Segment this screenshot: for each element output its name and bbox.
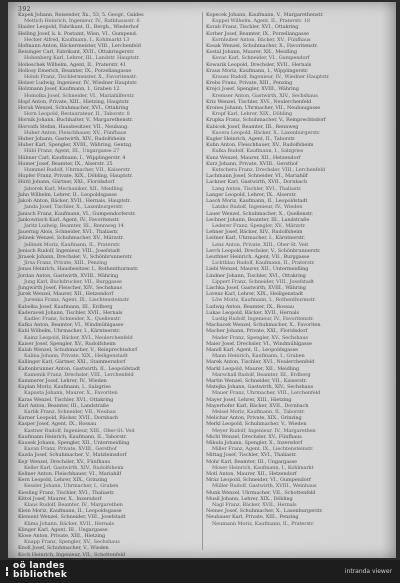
directory-entry: Neubauer Karl, Private, XIII., Penzing xyxy=(206,514,299,521)
directory-entry: Kornhuber Anton, Bäcker, XV., Fünfhaus xyxy=(212,36,311,43)
directory-entry: Kulka Rudolf, Kaufmann, I., Salzgries xyxy=(212,148,304,155)
directory-entry: Karlik Franz, Schneider, VII., Neubau xyxy=(24,409,116,415)
directory-entry: Hübner Carl, Kaufmann, I., Wipplingerstr. 4 xyxy=(18,154,126,161)
directory-entry: Löw Moriz, Kaufmann, I., Rothenthurmstr. xyxy=(212,297,316,304)
directory-entry: Machacek Wenzel, Schuhmacher, X., Favoriten xyxy=(206,322,321,329)
directory-entry: Kubicek Josef, Beamter, III., Rennweg xyxy=(206,123,299,130)
directory-entry: Jaritz Ludwig, Beamter, III., Rennweg 14 xyxy=(24,222,124,229)
directory-entry: Klose Anton, Private, XIII., Hietzing xyxy=(18,533,106,540)
directory-entry: Knapp Franz, Spengler, XV., Sechshaus xyxy=(24,539,120,546)
directory-entry: Kazda Josef, Schuhmacher, V., Matzleinsdorf xyxy=(18,452,127,459)
directory-entry: Huber Anton, Fleischhauer, XV., Fünfhaus xyxy=(24,129,127,136)
directory-entry: Krejci Josef, Spengler, XVIII., Währing xyxy=(206,86,299,93)
directory-entry: Mann Heinrich, Kaufmann, I., Graben xyxy=(212,353,305,360)
directory-entry: Latzko Rudolf, Ingenieur, IV., Wieden xyxy=(212,204,303,211)
directory-entry: Lindner Johann, Tischler, XVI., Ottakring xyxy=(206,272,306,279)
directory-entry: Hopf Anton, Private, XIII., Hietzing, Hauptstr. xyxy=(18,98,130,105)
directory-entry: Kuhn Anton, Fleischhauer, XV., Rudolfsheim xyxy=(206,142,314,149)
directory-entry: Jurenka Franz, Agent, IX., Liechtensteinstr. xyxy=(24,297,130,304)
directory-entry: Kiesling Franz, Tischler, XVI., Thaliastr. xyxy=(18,489,115,496)
directory-entry: Macher Johann, Private, XXI., Floridsdorf xyxy=(206,328,308,335)
directory-entry: Kausek Johann, Spengler, XII., Untermeidling xyxy=(18,440,130,447)
directory-entry: Krones Johann, Uhrmacher, VII., Neubaugasse xyxy=(206,105,321,112)
directory-entry: Jenisch Rudolf, Ingenieur, VIII., Josefstadt xyxy=(18,247,121,254)
directory-entry: Kropf Karl, Lehrer, XIX., Döbling xyxy=(212,111,292,118)
directory-entry: Leuthner Heinrich, Agent, VII., Burggasse xyxy=(206,253,310,260)
directory-entry: Holzmann Josef, Kaufmann, I., Graben 12 xyxy=(18,86,120,93)
directory-entry: Merkl Leopold, Schuhmacher, V., Wieden xyxy=(206,421,307,428)
directory-entry: Krebs Franz, Private, XIII., Penzing xyxy=(206,80,293,87)
directory-entry: Koch Heinrich, Ingenieur, VII., Schottenfeld xyxy=(18,551,126,558)
directory-entry: Kaplan Moriz, Kaufmann, I., Salzgries xyxy=(18,384,111,391)
directory-entry: Huber Karl, Spengler, XVIII., Währing, Gentzg. xyxy=(18,142,133,149)
directory-entry: Hüttl Johann, Gärtner, XXI., Floridsdorf xyxy=(18,179,115,186)
directory-entry: Kessler Johann, Uhrmacher, I., Graben xyxy=(24,483,119,490)
directory-entry: Kunz Wenzel, Maurer, XII., Hetzendorf xyxy=(206,154,301,161)
directory-entry: Reisinger Carl, Fabrikant, XVII., Ottakringerstr. xyxy=(18,49,135,56)
directory-entry: Kapek Johann, Reisender, Xx., 53, 5. Geogr., Galdes xyxy=(18,12,144,18)
directory-entry: Kainz Leopold, Bäcker, XVI., Neulerchenfeld xyxy=(24,334,133,341)
directory-entry: Korber Josef, Beamter, IX., Porzellangasse xyxy=(206,30,309,37)
directory-entry: Helling Josef, k. k. Postamt, Wien, VI., Gumpend. xyxy=(18,30,138,37)
directory-entry: Lederer Franz, Spengler, XV., Märzstr. xyxy=(212,222,306,229)
directory-entry: Lippert Franz, Schneider, VIII., Josefstadt xyxy=(212,278,314,285)
directory-entry: Michl Wenzel, Drechsler, XV., Fünfhaus xyxy=(206,433,302,440)
directory-entry: Müller Rudolf, Gastwirth, XVIII., Weinhaus xyxy=(212,483,317,490)
directory-entry: Kahl Wilhelm, Uhrmacher, I., Kärntnerstr. xyxy=(18,328,121,335)
directory-entry: Lischka Josef, Gastwirth, XVIII., Währing xyxy=(206,284,306,291)
directory-entry: Klinger Karl, Agent, III., Ungargasse xyxy=(18,526,108,533)
directory-entry: Leitner Karl, Uhrmacher, I., Kärntnerstr. xyxy=(206,235,306,242)
directory-entry: Jakob Anton, Bäcker, XVII., Hernals, Hauptstr. xyxy=(18,198,131,205)
directory-entry: Knoll Josef, Schuhmacher, V., Wieden xyxy=(18,545,109,552)
directory-entry: Lukas Leopold, Bäcker, XVII., Hernals xyxy=(206,309,299,316)
directory-entry: Holleschek Wilhelm, Agent, II., Praterstr. 41 xyxy=(18,61,127,68)
logo-mark-icon xyxy=(6,567,8,576)
directory-entry: Kovac Karl, Schneider, VI., Gumpendorf xyxy=(212,55,310,62)
directory-entry: Kutschera Franz, Drechsler, VIII., Lerchenfeld xyxy=(212,167,325,174)
page-number: 392 xyxy=(18,6,31,13)
directory-entry: Martin Wenzel, Schneider, VII., Kaiserstr. xyxy=(206,377,307,384)
directory-entry: Lorenz Karl, Lehrer, XIX., Heiligenstadt xyxy=(206,291,304,298)
directory-entry: Kraus Moriz, Kaufmann, I., Wipplingerstr. xyxy=(206,67,309,74)
directory-entry: Jelinek Wenzel, Schuhmacher, XV., Märzstr. xyxy=(18,235,124,242)
directory-entry: Mettich Heinrich, Ingenieur, IV., Rathhausstr. 6 xyxy=(24,18,140,25)
directory-entry: Liebl Wenzel, Maurer, XII., Untermeidling xyxy=(206,266,309,273)
directory-entry: Lichtblau Rudolf, Kaufmann, II., Praterstr. xyxy=(212,260,315,267)
directory-entry: Moser Heinrich, Kaufmann, I., Kohlmarkt xyxy=(212,464,314,471)
directory-entry: Kosak Wenzel, Schuhmacher, X., Favoritenstr. xyxy=(206,43,318,50)
logo-line-1: oö landes xyxy=(13,561,65,571)
directory-entry: Mader Franz, Spengler, XV., Sechshaus xyxy=(212,334,309,341)
directory-entry: Koppel Wilhelm, Agent, II., Praterstr. 18 xyxy=(212,18,310,25)
directory-entry: Kasper Josef, Agent, IX., Rossau xyxy=(18,421,97,428)
directory-entry: Karner Leopold, Bäcker, XVII., Dornbach xyxy=(18,415,119,422)
directory-entry: Horn Leopold, Restaurateur, II., Taborstr. 8 xyxy=(24,111,130,118)
directory-entry: Kern Leopold, Lehrer, XIX., Grinzing xyxy=(18,477,108,484)
right-column xyxy=(206,12,388,552)
directory-entry: Kittel Josef, Maurer, X., Inzersdorf xyxy=(18,495,102,502)
directory-entry: Kaufmann Heinrich, Kaufmann, II., Taborstr. xyxy=(18,433,127,440)
directory-entry: Neumann Moriz, Kaufmann, II., Praterstr. xyxy=(212,520,315,527)
directory-entry: Jellinek Moriz, Kaufmann, II., Praterstr. xyxy=(24,241,121,248)
directory-entry: Karl Anton, Beamter, III., Landstraße xyxy=(18,402,109,409)
directory-entry: Kavan Franz, Private, XVIII., Gersthof xyxy=(24,446,117,453)
left-column xyxy=(18,12,200,558)
directory-entry: Janisch Franz, Kaufmann, VI., Gumpendorferstr. xyxy=(18,210,136,217)
directory-entry: Munk Wenzel, Uhrmacher, VII., Schottenfeld xyxy=(206,489,316,496)
directory-entry: Nemec Josef, Schuhmacher, X., Laxenburgerstr. xyxy=(206,508,323,515)
directory-entry: Kaderavek Johann, Tischler, XVII., Hernals xyxy=(18,309,123,316)
directory-entry: Mráz Leopold, Schneider, VI., Gumpendorf xyxy=(206,477,311,484)
directory-entry: Homolka Josef, Schneider, VI., Mariahilferstr. xyxy=(24,92,135,99)
directory-entry: Lauer Wenzel, Schuhmacher, X., Quellenstr. xyxy=(206,210,314,217)
directory-entry: Kalab Wenzel, Schuhmacher, V., Reinprechtsdorf xyxy=(18,346,138,353)
directory-entry: Kaiser Josef, Spengler, XV., Rudolfsheim xyxy=(18,340,116,347)
logo-line-2: bibliothek xyxy=(13,570,68,580)
directory-entry: Musil Johann, Lehrer, XIX., Döbling xyxy=(206,495,293,502)
directory-entry: Matejka Johann, Gastwirth, XIV., Sechshaus xyxy=(206,384,314,391)
directory-entry: Kaltenbrunner Anton, Gastwirth, II., Leopoldstadt xyxy=(18,365,141,372)
directory-entry: Horak Wenzel, Schuhmacher, XVI., Ottakring xyxy=(18,105,129,112)
directory-entry: Lehner Josef, Bäcker, XIV., Rudolfsheim xyxy=(206,229,303,236)
directory-entry: Karas Wenzel, Tischler, XVI., Ottakring xyxy=(18,396,114,403)
directory-entry: Kostal Johann, Maurer, XII., Meidling xyxy=(206,49,297,56)
directory-entry: Kriz Wenzel, Tischler, XVI., Neulerchenfeld xyxy=(206,98,312,105)
directory-entry: Meyer Rudolf, Ingenieur, IV., Margarethen xyxy=(212,427,316,434)
directory-entry: Kapusta Johann, Maurer, X., Favoriten xyxy=(24,390,118,397)
directory-entry: Ludwig Anton, Beamter, IX., Rossau xyxy=(206,303,295,310)
directory-entry: Korab Franz, Tischler, XVI., Ottakring xyxy=(206,24,299,31)
directory-entry: Haider Leopold, Fabrikant, II., Bergh., Wiederhof xyxy=(18,24,139,31)
directory-entry: Kremser Anton, Gastwirth, XIV., Sechshaus xyxy=(212,92,318,99)
directory-entry: Klement Wenzel, Schneider, VIII., Josefstadt xyxy=(18,514,126,521)
directory-entry: Klaus Rudolf, Beamter, IV., Margarethen xyxy=(24,502,123,509)
directory-entry: Lackner Karl, Gastwirth, XVII., Dornbach xyxy=(206,179,308,186)
directory-entry: Melichar Anton, Private, XIX., Grinzing xyxy=(206,415,302,422)
directory-entry: Kucera Leopold, Bäcker, X., Laxenburgerstr. xyxy=(212,129,321,136)
directory-entry: Huber Johann, Gastwirth, XIV., Rudolfsheim xyxy=(18,136,126,143)
library-logo[interactable] xyxy=(6,562,67,580)
directory-entry: Mikula Johann, Spengler, X., Inzersdorf xyxy=(206,440,303,447)
directory-entry: Kammerer Josef, Lehrer, IV., Wieden xyxy=(18,377,107,384)
directory-entry: Jauernig Alois, Schneider, XVI., Thaliastr. xyxy=(18,229,119,236)
directory-entry: Mayerhofer Karl, Bäcker, XVII., Dornbach xyxy=(206,402,309,409)
directory-entry: Kafka Anton, Beamter, VI., Windmühlgasse xyxy=(18,322,124,329)
directory-entry: Lang Anton, Tischler, XVI., Thaliastr. xyxy=(212,185,302,192)
directory-entry: Lasch Moriz, Kaufmann, II., Leopoldstadt xyxy=(206,198,308,205)
directory-entry: Kastner Rudolf, Ingenieur, XIII., Ober-St. Veit xyxy=(24,427,135,434)
directory-entry: Mandl Karl, Agent, II., Leopoldsgasse xyxy=(206,346,298,353)
directory-entry: Mayer Josef, Lehrer, XIII., Hietzing xyxy=(206,396,292,403)
directory-entry: Humer Josef, Beamter, IX., Alserstr. 25 xyxy=(18,160,113,167)
directory-entry: Hübl Franz, Agent, III., Ungargasse 27 xyxy=(24,148,120,155)
logo-text xyxy=(13,562,67,580)
directory-entry: Lustig Rudolf, Ingenieur, IV., Favoritenstr. xyxy=(212,315,314,322)
directory-entry: Hohenberg Karl, Lehrer, III., Landstr. Hauptstr. xyxy=(24,55,140,62)
directory-entry: Mohr Karl, Beamter, III., Ungargasse xyxy=(206,458,297,465)
directory-entry: Mauer Franz, Uhrmacher, VIII., Lerchenfeld xyxy=(212,390,321,397)
directory-entry: Hummel Rudolf, Uhrmacher, VII., Kaiserstr. xyxy=(24,167,131,174)
directory-entry: Miller Franz, Agent, IX., Liechtensteinstr. xyxy=(212,446,314,453)
directory-entry: Langer Leopold, Lehrer, IX., Alserstr. xyxy=(206,191,297,198)
directory-entry: Jung Karl, Buchdrucker, VII., Burggasse xyxy=(24,278,122,285)
directory-entry: Lenz Anton, Private, XIII., Ober-St. Veit xyxy=(212,241,309,248)
directory-entry: Jirasek Johann, Drechsler, V., Schönbrunnerstr. xyxy=(18,253,133,260)
directory-entry: Jahn Wilhelm, Lehrer, II., Leopoldsgasse xyxy=(18,191,117,198)
directory-entry: Kejr Wenzel, Drechsler, XV., Fünfhaus xyxy=(18,458,111,465)
directory-entry: Maier Josef, Drechsler, VI., Windmühlgasse xyxy=(206,340,312,347)
viewer-label[interactable]: intranda viewer xyxy=(344,568,392,575)
directory-entry: Kellner Anton, Fleischhauer, VI., Mariahilf xyxy=(18,471,122,478)
directory-entry: Jonas Heinrich, Hausbesitzer, I., Rothenthurmstr. xyxy=(18,266,139,273)
directory-entry: Motl Anton, Maurer, XII., Hetzendorf xyxy=(206,471,297,478)
directory-entry: Holzer Ludwig, Ingenieur, IV., Wiedner Hauptstr. xyxy=(18,80,138,87)
directory-entry: Lechner Johann, Beamter, III., Landstraße xyxy=(206,216,310,223)
directory-entry: Mittag Josef, Tischler, XVI., Thaliastr. xyxy=(206,452,297,459)
directory-entry: Jirsa Franz, Private, XIII., Penzing xyxy=(24,260,107,267)
directory-entry: Kadlec Franz, Schneider, X., Quellenstr. xyxy=(24,315,122,322)
directory-entry: Hecker Alfred, Kaufmann, I., Kohlmarkt 13 xyxy=(24,36,130,43)
directory-entry: Keller Karl, Gastwirth, XIV., Rudolfsheim xyxy=(24,464,124,471)
directory-entry: Hupfer Franz, Private, XIX., Döbling, Hauptstr. xyxy=(18,173,133,180)
directory-entry: Klima Johann, Bäcker, XVII., Hernals xyxy=(24,520,114,527)
directory-entry: Krausz Rudolf, Ingenieur, IV., Wiedner Hauptstr. xyxy=(212,74,330,81)
directory-entry: Nagl Franz, Bäcker, XVII., Hernals xyxy=(212,502,297,509)
directory-entry: Kugler Heinrich, Agent, II., Taborstr. xyxy=(206,136,296,143)
directory-entry: Kurz Johann, Private, XVIII., Gersthof xyxy=(206,160,298,167)
directory-entry: Lachmann Josef, Schneider, VI., Mariahilf xyxy=(206,173,308,180)
directory-entry: Jungwirth Josef, Fleischer, XIV., Sechshaus xyxy=(18,284,123,291)
directory-entry: Jurek Wenzel, Maurer, XII., Hetzendorf xyxy=(18,291,114,298)
directory-entry: Klein Moriz, Kaufmann, II., Leopoldsgasse xyxy=(18,508,122,515)
document-page xyxy=(8,2,396,558)
directory-entry: Jordan Anton, Gastwirth, XVIII., Währing xyxy=(18,272,119,279)
directory-entry: Markl Leopold, Maurer, XII., Meidling xyxy=(206,365,299,372)
directory-entry: Marschall Rudolf, Beamter, III., Erdberg xyxy=(212,371,311,378)
directory-entry: Meisel Moriz, Kaufmann, II., Taborstr. xyxy=(212,409,305,415)
directory-entry: Kamenik Franz, Drechsler, VIII., Lerchenfeld xyxy=(24,371,134,378)
directory-entry: Marek Anton, Tischler, XVI., Neulerchenfeld xyxy=(206,359,315,366)
directory-entry: Janda Josef, Tischler, X., Laxenburgerstr. xyxy=(24,204,124,211)
directory-entry: Jankowitsch Karl, Agent, IV., Favoritenstr. xyxy=(18,216,120,223)
directory-entry: Holub Franz, Tischlermeister, X., Favoritenstr. xyxy=(24,74,137,81)
directory-entry: Kowarik Leopold, Drechsler, XVII., Hernals xyxy=(206,61,312,68)
directory-entry: Hollosy Emerich, Beamter, IX., Porzellangasse xyxy=(18,67,132,74)
directory-entry: Hofmann Anton, Bäckermeister, VIII., Lerchenfeld xyxy=(18,43,141,50)
directory-entry: Krupka Franz, Schuhmacher, V., Reinprechtsdorf xyxy=(206,117,326,124)
directory-entry: Jaborek Karl, Mechaniker, XII., Meidling xyxy=(24,185,123,192)
directory-entry: Kabelka Josef, Kaufmann, III., Erdberg xyxy=(18,303,113,310)
column-divider xyxy=(202,12,203,550)
directory-entry: Hornik Johann, Buchhalter, V., Margarethenstr. xyxy=(18,117,134,124)
directory-entry: Kalina Johann, Private, XIX., Heiligenstadt xyxy=(24,353,128,360)
directory-entry: Horvath Stefan, Hausbesitzer, VII., Neubaug. xyxy=(18,123,129,130)
directory-entry: Lerch Leopold, Drechsler, V., Schönbrunnerstr. xyxy=(206,247,321,254)
directory-entry: Kopecek Johann, Kaufmann, V., Margarethenstr. xyxy=(206,12,324,18)
directory-entry: Kallinger Karl, Gärtner, XXI., Stammersdorf xyxy=(18,359,126,366)
